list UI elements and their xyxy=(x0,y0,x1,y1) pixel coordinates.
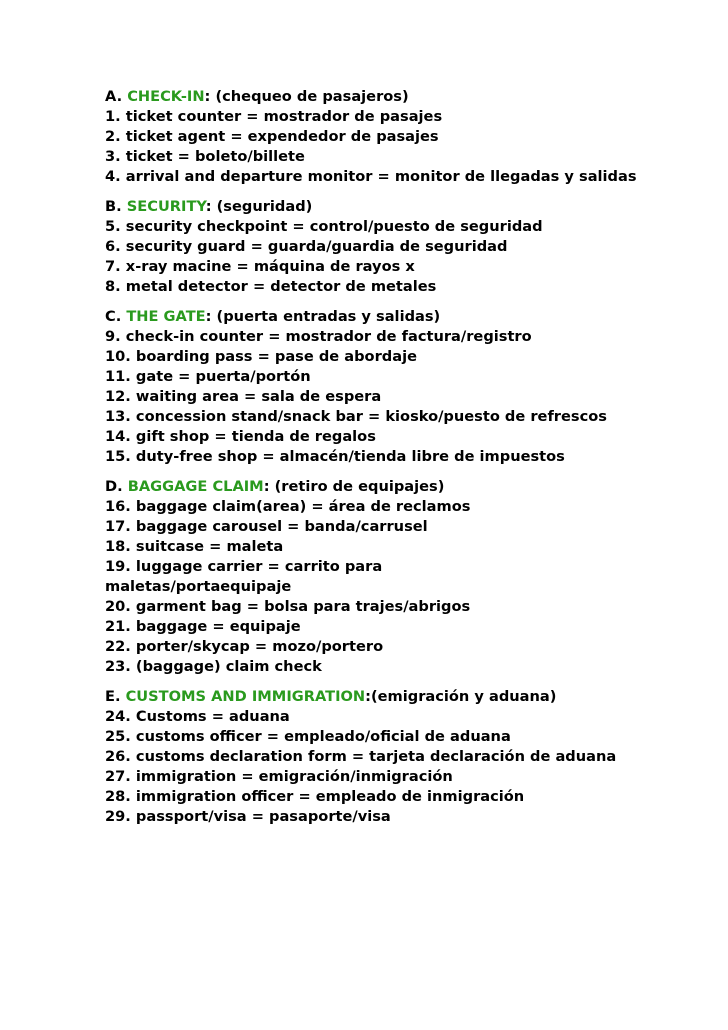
list-item: 17. baggage carousel = banda/carrusel xyxy=(105,518,428,535)
section-subtitle: : (seguridad) xyxy=(205,198,313,215)
list-item: 29. passport/visa = pasaporte/visa xyxy=(105,808,391,825)
section-title: CUSTOMS AND IMMIGRATION xyxy=(125,688,366,705)
list-item: 15. duty-free shop = almacén/tienda libre de impuestos xyxy=(105,448,565,465)
section-title: THE GATE xyxy=(126,308,206,325)
list-item: 7. x-ray macine = máquina de rayos x xyxy=(105,258,415,275)
list-item: 3. ticket = boleto/billete xyxy=(105,148,305,165)
list-item: 4. arrival and departure monitor = monitor de llegadas y salidas xyxy=(105,168,637,185)
section-heading xyxy=(105,477,665,497)
section-heading xyxy=(105,687,665,707)
section-security xyxy=(105,197,665,297)
list-item: 5. security checkpoint = control/puesto de seguridad xyxy=(105,218,543,235)
section-subtitle: : (chequeo de pasajeros) xyxy=(204,88,409,105)
section-heading xyxy=(105,197,665,217)
list-item: 18. suitcase = maleta xyxy=(105,538,284,555)
section-subtitle: :(emigración y aduana) xyxy=(365,688,557,705)
document-page xyxy=(105,87,665,837)
list-item: 8. metal detector = detector de metales xyxy=(105,278,437,295)
list-item: 28. immigration officer = empleado de inmigración xyxy=(105,788,525,805)
section-letter: E. xyxy=(105,688,126,705)
list-item: 16. baggage claim(area) = área de reclamos xyxy=(105,498,471,515)
section-heading xyxy=(105,87,665,107)
list-item: 21. baggage = equipaje xyxy=(105,618,301,635)
list-item: 1. ticket counter = mostrador de pasajes xyxy=(105,108,443,125)
list-item: 2. ticket agent = expendedor de pasajes xyxy=(105,128,439,145)
section-title: SECURITY xyxy=(126,198,206,215)
list-item: 20. garment bag = bolsa para trajes/abrigos xyxy=(105,598,471,615)
list-item: 24. Customs = aduana xyxy=(105,708,290,725)
section-the-gate xyxy=(105,307,665,467)
list-item: 26. customs declaration form = tarjeta declaración de aduana xyxy=(105,748,617,765)
section-subtitle: : (puerta entradas y salidas) xyxy=(205,308,441,325)
list-item: 11. gate = puerta/portón xyxy=(105,368,311,385)
list-item: 19. luggage carrier = carrito para maletas/portaequipaje xyxy=(105,558,383,595)
list-item: 22. porter/skycap = mozo/portero xyxy=(105,638,384,655)
list-item: 10. boarding pass = pase de abordaje xyxy=(105,348,417,365)
list-item: 23. (baggage) claim check xyxy=(105,658,322,675)
section-heading xyxy=(105,307,665,327)
list-item: 13. concession stand/snack bar = kiosko/puesto de refrescos xyxy=(105,408,607,425)
section-check-in xyxy=(105,87,665,187)
section-subtitle: : (retiro de equipajes) xyxy=(263,478,445,495)
section-title: CHECK-IN xyxy=(127,88,205,105)
section-letter: D. xyxy=(105,478,128,495)
list-item: 14. gift shop = tienda de regalos xyxy=(105,428,376,445)
section-letter: B. xyxy=(105,198,127,215)
list-item: 6. security guard = guarda/guardia de seguridad xyxy=(105,238,508,255)
section-letter: A. xyxy=(105,88,128,105)
section-customs-and-immigration xyxy=(105,687,665,827)
section-letter: C. xyxy=(105,308,127,325)
list-item: 12. waiting area = sala de espera xyxy=(105,388,382,405)
section-baggage-claim xyxy=(105,477,665,677)
section-title: BAGGAGE CLAIM xyxy=(127,478,264,495)
list-item: 27. immigration = emigración/inmigración xyxy=(105,768,453,785)
list-item: 9. check-in counter = mostrador de factura/registro xyxy=(105,328,532,345)
list-item: 25. customs officer = empleado/oficial de aduana xyxy=(105,728,511,745)
